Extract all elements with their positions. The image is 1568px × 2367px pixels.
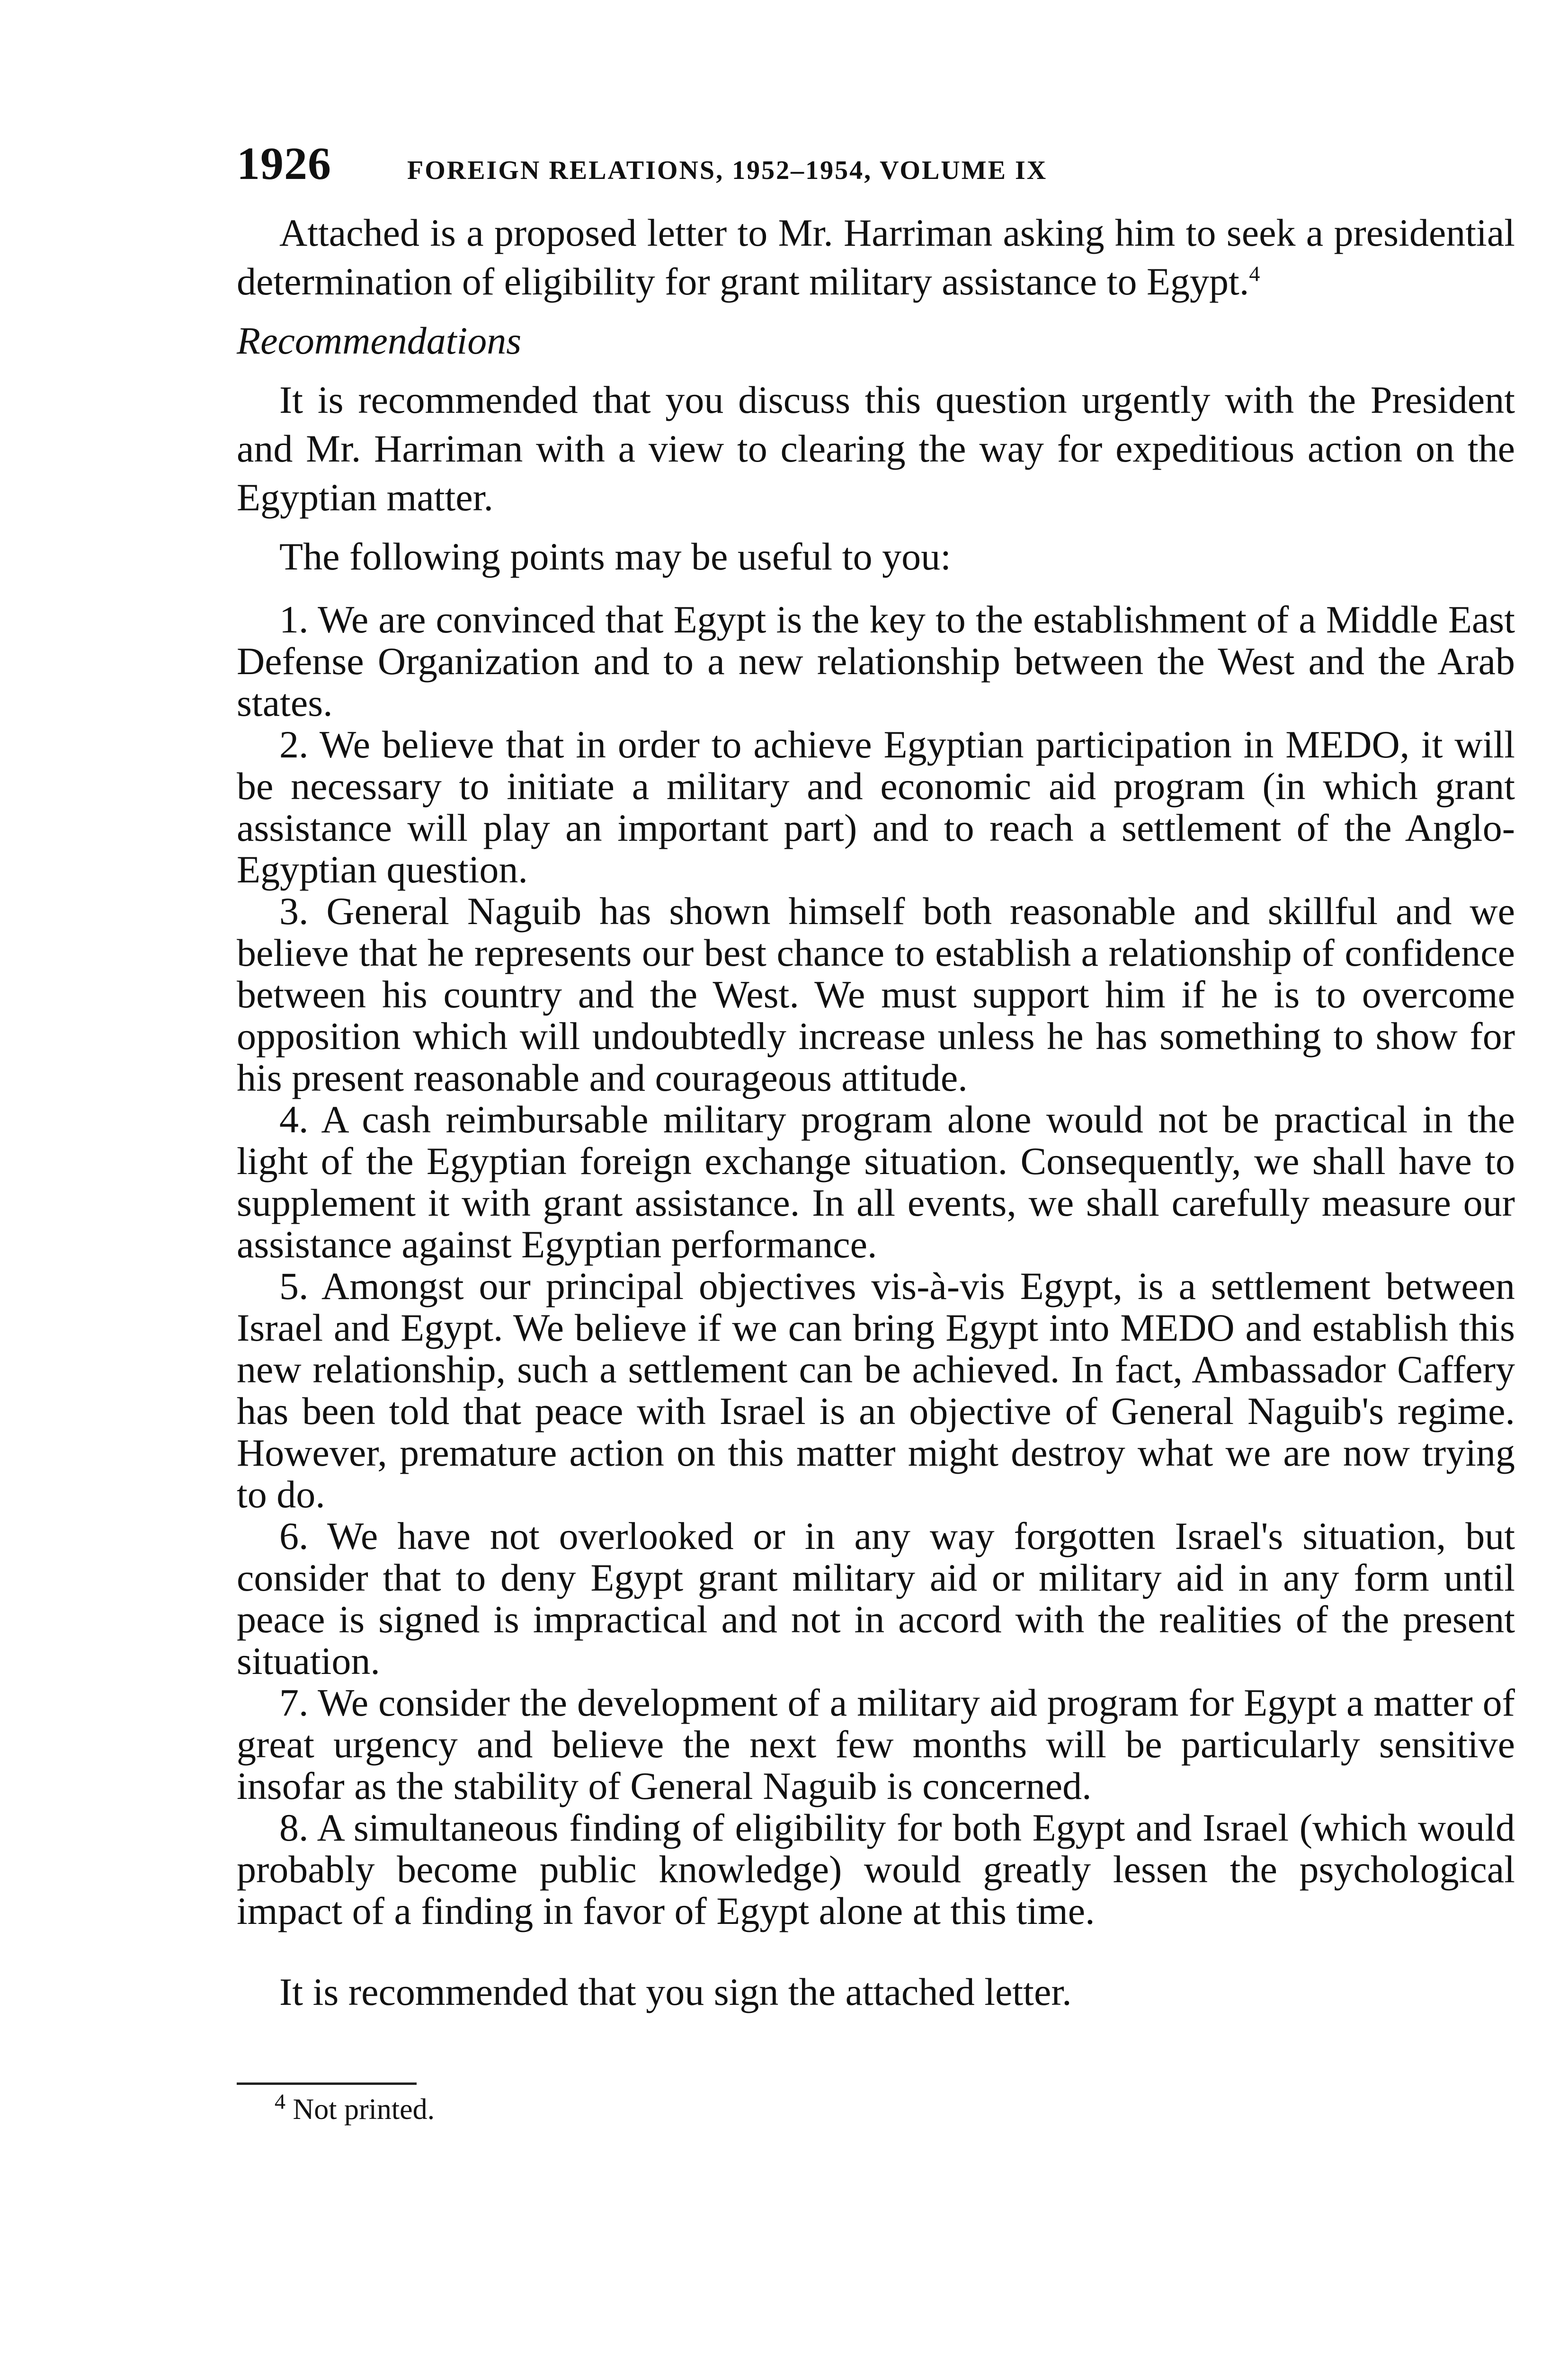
list-item: 7. We consider the development of a military aid program for Egypt a matter of great urgency and believe the next few months will be particularly sensitive insofar as the stability of General Naguib is concerned.: [237, 1681, 1515, 1807]
intro-text: Attached is a proposed letter to Mr. Harriman asking him to seek a presidential determination of eligibility for grant military assistance to Egypt.: [237, 211, 1515, 303]
page-header: [237, 137, 1515, 208]
footnote-number: 4: [275, 2089, 285, 2114]
list-item: 1. We are convinced that Egypt is the key to the establishment of a Middle East Defense Organization and to a new relationship between the West and the Arab states.: [237, 598, 1515, 724]
footnote-divider: [237, 2082, 417, 2085]
section-heading: Recommendations: [237, 319, 522, 362]
page-number: 1926: [237, 138, 331, 189]
recommendation-paragraph: It is recommended that you discuss this question urgently with the President and Mr. Harriman with a view to clearing the way for expeditious action on the Egyptian matter.: [237, 378, 1515, 519]
footnote-text: Not printed.: [293, 2093, 435, 2126]
list-item: 8. A simultaneous finding of eligibility for both Egypt and Israel (which would probably become public knowledge) would greatly lessen the psychological impact of a finding in favor of Egypt alone at this time.: [237, 1806, 1515, 1932]
running-head: FOREIGN RELATIONS, 1952–1954, VOLUME IX: [407, 156, 1048, 185]
closing-paragraph: It is recommended that you sign the attached letter.: [279, 1970, 1072, 2013]
list-item: 6. We have not overlooked or in any way forgotten Israel's situation, but consider that to deny Egypt grant military aid or military aid in any form until peace is signed is impractical and not in accord with the realities of the present situation.: [237, 1514, 1515, 1682]
footnote: [275, 2091, 1515, 2128]
list-item: 5. Amongst our principal objectives vis-à-vis Egypt, is a settlement between Israel and Egypt. We believe if we can bring Egypt into MEDO and establish this new relationship, such a settlement can be achieved. In fact, Ambassador Caffery has been told that peace with Israel is an objective of General Naguib's regime. However, premature action on this matter might destroy what we are now trying to do.: [237, 1264, 1515, 1516]
footnote-reference: 4: [1249, 261, 1260, 286]
list-item: 2. We believe that in order to achieve Egyptian participation in MEDO, it will be necessary to initiate a military and economic aid program (in which grant assistance will play an important part) and to reach a settlement of the Anglo-Egyptian question.: [237, 723, 1515, 891]
document-page: [237, 137, 1515, 2128]
points-intro: The following points may be useful to you:: [279, 535, 951, 578]
intro-paragraph: [237, 208, 1515, 306]
list-item: 3. General Naguib has shown himself both reasonable and skillful and we believe that he represents our best chance to establish a relationship of confidence between his country and the West. We must support him if he is to overcome opposition which will undoubtedly increase unless he has something to show for his present reasonable and courageous attitude.: [237, 890, 1515, 1099]
list-item: 4. A cash reimbursable military program alone would not be practical in the light of the Egyptian foreign exchange situation. Consequently, we shall have to supplement it with grant assistance. In all events, we shall carefully measure our assistance against Egyptian performance.: [237, 1098, 1515, 1266]
numbered-points: [237, 599, 1515, 1932]
